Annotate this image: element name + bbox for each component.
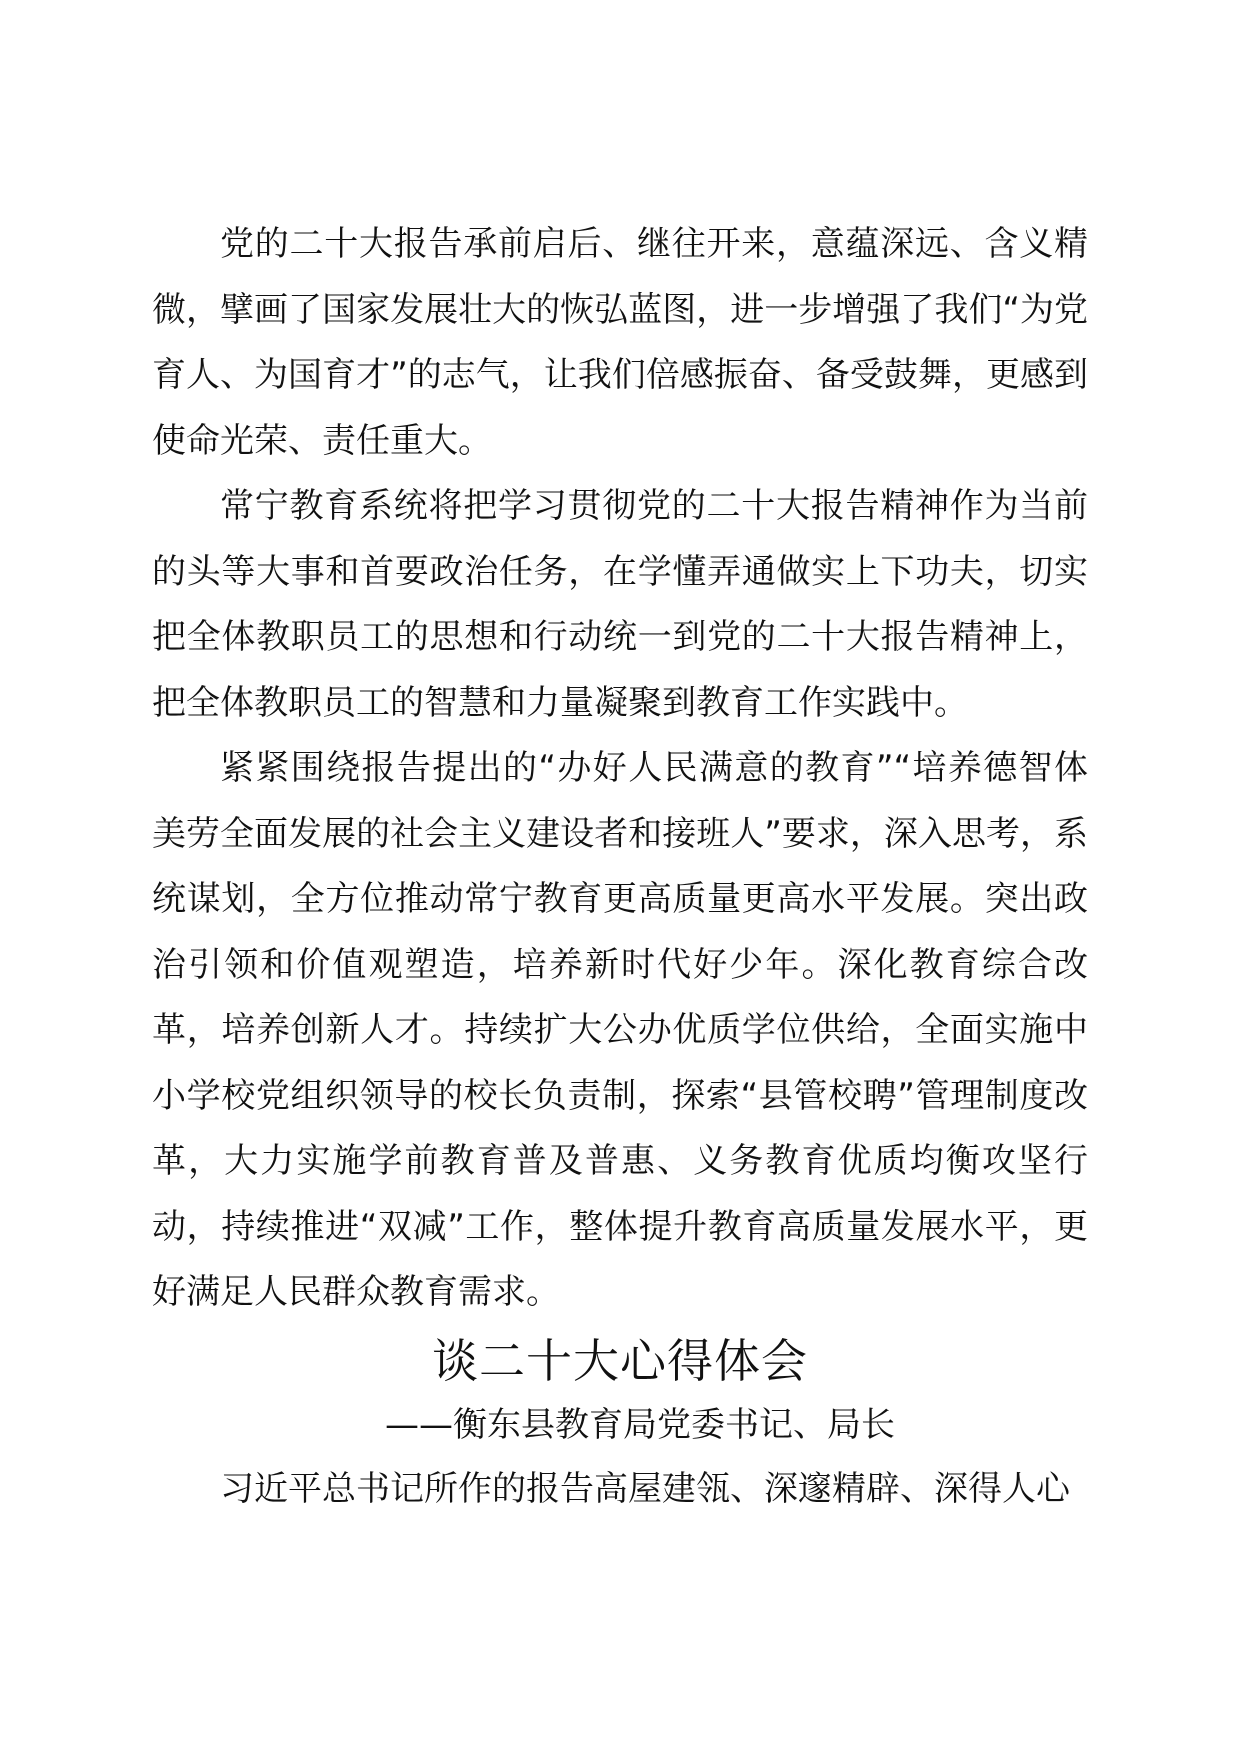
- paragraph-4-first-line: 习近平总书记所作的报告高屋建瓴、深邃精辟、深得人心: [220, 1468, 1070, 1509]
- paragraph-3: 紧紧围绕报告提出的“办好人民满意的教育”“培养德智体美劳全面发展的社会主义建设者和接班人”要求，深入思考，系统谋划，全方位推动常宁教育更高质量更高水平发展。突出政治引领和价值观塑造，培养新时代好少年。深化教育综合改革，培养创新人才。持续扩大公办优质学位供给，全面实施中小学校党组织领导的校长负责制，探索“县管校聘”管理制度改革，大力实施学前教育普及普惠、义务教育优质均衡攻坚行动，持续推进“双减”工作，整体提升教育高质量发展水平，更好满足人民群众教育需求。: [152, 748, 1088, 1312]
- paragraph-2: 常宁教育系统将把学习贯彻党的二十大报告精神作为当前的头等大事和首要政治任务，在学懂弄通做实上下功夫，切实把全体教职员工的思想和行动统一到党的二十大报告精神上，把全体教职员工的智慧和力量凝聚到教育工作实践中。: [152, 486, 1088, 723]
- document-body: [152, 212, 1088, 1524]
- article-title: 谈二十大心得体会: [432, 1333, 808, 1388]
- article-subtitle: ——衡东县教育局党委书记、局长: [385, 1404, 895, 1445]
- paragraph-1: 党的二十大报告承前启后、继往开来，意蕴深远、含义精微，擘画了国家发展壮大的恢弘蓝图，进一步增强了我们“为党育人、为国育才”的志气，让我们倍感振奋、备受鼓舞，更感到使命光荣、责任重大。: [152, 224, 1088, 461]
